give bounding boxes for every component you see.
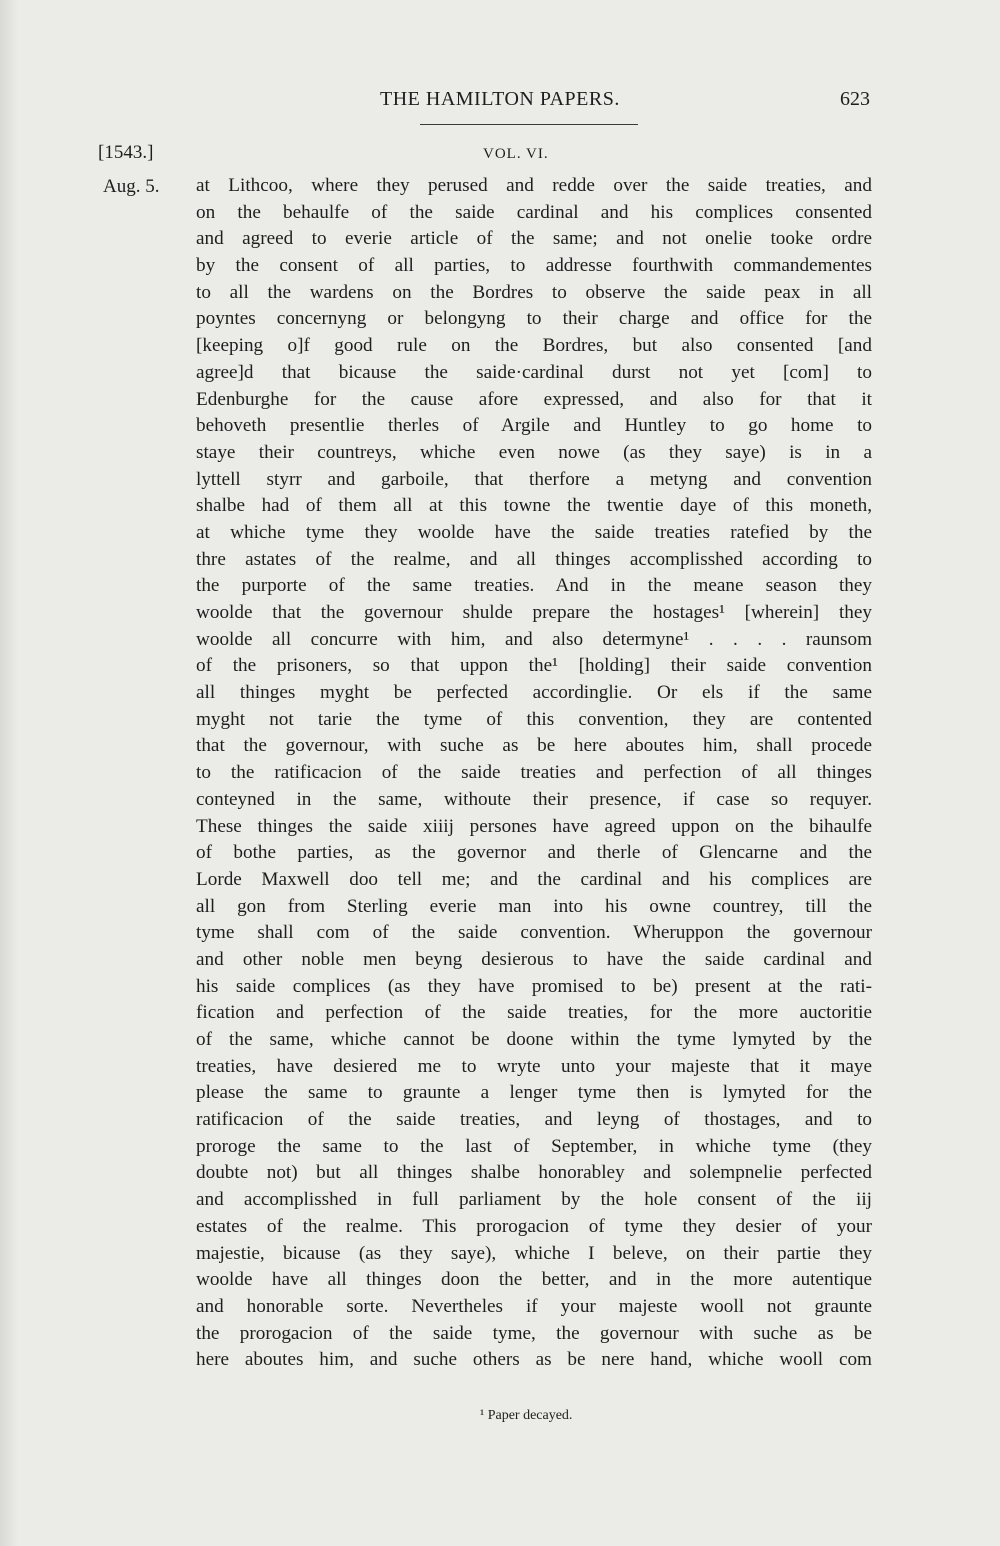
body-line: myght not tarie the tyme of this convention, they are contented [196, 708, 872, 730]
body-line: all gon from Sterling everie man into his owne countrey, till the [196, 895, 872, 917]
body-line: ratificacion of the saide treaties, and leyng of thostages, and to [196, 1109, 872, 1131]
body-line: and honorable sorte. Nevertheles if your majeste wooll not graunte [196, 1295, 872, 1317]
body-line: by the consent of all parties, to addresse fourthwith commandementes [196, 255, 872, 277]
body-line: to the ratificacion of the saide treaties and perfection of all thinges [196, 762, 872, 784]
body-line: staye their countreys, whiche even nowe (as they saye) is in a [196, 441, 872, 463]
body-line: treaties, have desiered me to wryte unto your majeste that it maye [196, 1055, 872, 1077]
year-margin-note: [1543.] [98, 142, 154, 163]
body-line: and agreed to everie article of the same; and not onelie tooke ordre [196, 228, 872, 250]
body-line: thre astates of the realme, and all thinges accomplisshed according to [196, 548, 872, 570]
body-line: fication and perfection of the saide treaties, for the more auctoritie [196, 1002, 872, 1024]
body-line: estates of the realme. This prorogacion of tyme they desier of your [196, 1215, 872, 1237]
body-line: woolde have all thinges doon the better, and in the more autentique [196, 1269, 872, 1291]
body-line: of bothe parties, as the governor and therle of Glencarne and the [196, 842, 872, 864]
body-line: [keeping o]f good rule on the Bordres, but also consented [and [196, 335, 872, 357]
body-line: at Lithcoo, where they perused and redde over the saide treaties, and [196, 175, 872, 196]
volume-label: VOL. VI. [483, 146, 549, 162]
body-line: to all the wardens on the Bordres to observe the saide peax in all [196, 281, 872, 303]
body-line: the prorogacion of the saide tyme, the governour with suche as be [196, 1322, 872, 1344]
body-line: woolde all concurre with him, and also determyne¹ . . . . raunsom [196, 628, 872, 650]
running-title: THE HAMILTON PAPERS. [380, 88, 620, 110]
body-line: shalbe had of them all at this towne the twentie daye of this moneth, [196, 495, 872, 517]
header-rule [420, 124, 638, 125]
body-line: poyntes concernyng or belongyng to their charge and office for the [196, 308, 872, 330]
page-edge-shadow [0, 0, 18, 1546]
body-line: proroge the same to the last of September, in whiche tyme (they [196, 1135, 872, 1157]
body-line: of the prisoners, so that uppon the¹ [holding] their saide convention [196, 655, 872, 677]
body-line: please the same to graunte a lenger tyme then is lymyted for the [196, 1082, 872, 1104]
footnote: ¹ Paper decayed. [480, 1408, 573, 1423]
body-line: the purporte of the same treaties. And in the meane season they [196, 575, 872, 597]
body-line: that the governour, with suche as be here aboutes him, shall procede [196, 735, 872, 757]
body-line: on the behaulfe of the saide cardinal and his complices consented [196, 201, 872, 223]
body-line: doubte not) but all thinges shalbe honorabley and solempnelie perfected [196, 1162, 872, 1184]
body-line: Lorde Maxwell doo tell me; and the cardinal and his complices are [196, 868, 872, 890]
body-line: agree]d that bicause the saide·cardinal durst not yet [com] to [196, 361, 872, 383]
body-line: majestie, bicause (as they saye), whiche I beleve, on their partie they [196, 1242, 872, 1264]
body-line: Edenburghe for the cause afore expressed, and also for that it [196, 388, 872, 410]
letter-body [196, 173, 872, 1374]
body-line: lyttell styrr and garboile, that therfore a metyng and convention [196, 468, 872, 490]
body-line: and other noble men beyng desierous to have the saide cardinal and [196, 948, 872, 970]
body-line: woolde that the governour shulde prepare the hostages¹ [wherein] they [196, 602, 872, 623]
body-line: behoveth presentlie therles of Argile and Huntley to go home to [196, 415, 872, 437]
page-number: 623 [840, 88, 870, 110]
body-line: These thinges the saide xiiij persones have agreed uppon on the bihaulfe [196, 815, 872, 837]
body-line: conteyned in the same, withoute their presence, if case so requyer. [196, 788, 872, 810]
body-line: and accomplisshed in full parliament by the hole consent of the iij [196, 1189, 872, 1211]
body-line: his saide complices (as they have promised to be) present at the rati- [196, 975, 872, 997]
date-margin-note: Aug. 5. [103, 176, 160, 197]
body-line: of the same, whiche cannot be doone within the tyme lymyted by the [196, 1029, 872, 1050]
body-line: here aboutes him, and suche others as be nere hand, whiche wooll com [196, 1349, 872, 1371]
body-line: tyme shall com of the saide convention. Wheruppon the governour [196, 922, 872, 944]
body-line: at whiche tyme they woolde have the saide treaties ratefied by the [196, 521, 872, 543]
body-line: all thinges myght be perfected accordinglie. Or els if the same [196, 682, 872, 704]
